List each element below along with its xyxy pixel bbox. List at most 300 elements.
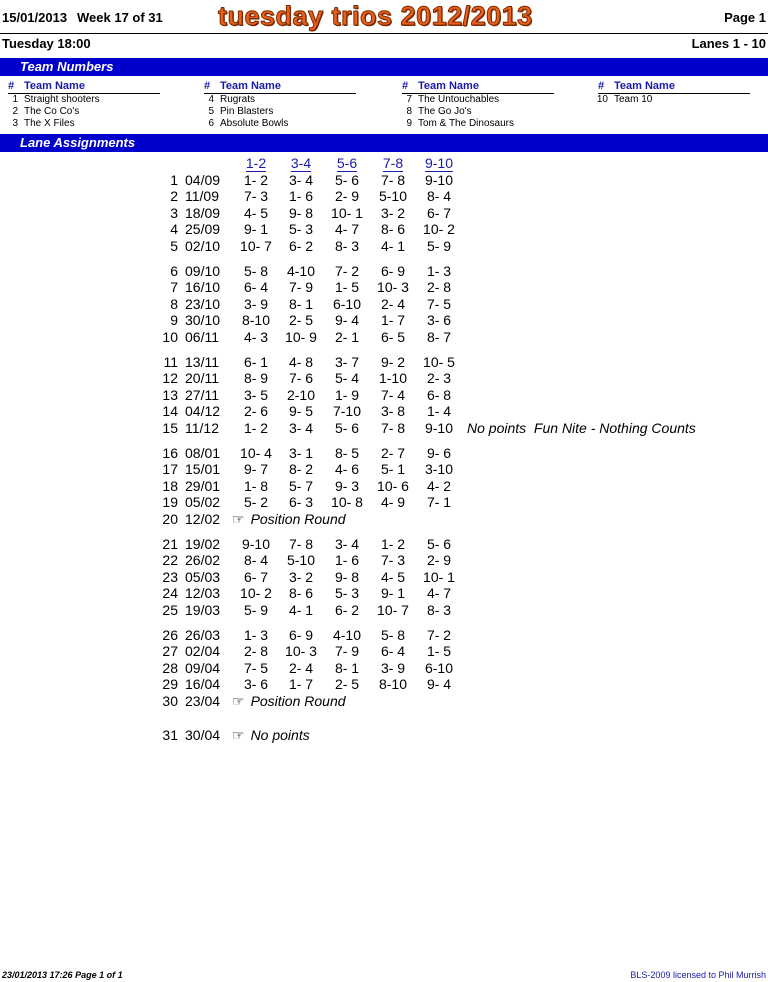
match-pair: 2- 6: [243, 403, 269, 420]
week-row: [0, 312, 768, 328]
week-number: 12: [162, 370, 178, 387]
match-pair: 4- 1: [288, 601, 314, 618]
week-number: 14: [162, 403, 178, 420]
match-pair: 8- 7: [426, 328, 452, 345]
match-pair: 3- 1: [288, 445, 314, 461]
week-date: 19/03: [185, 601, 221, 618]
match-pair: 7- 8: [380, 172, 406, 188]
week-number: 22: [162, 552, 178, 569]
week-date: 19/02: [185, 536, 221, 552]
match-pair: 4- 5: [380, 568, 406, 585]
week-number: 8: [170, 295, 178, 312]
week-number: 30: [162, 692, 178, 709]
week-date: 11/09: [185, 188, 219, 205]
week-indicator: Week 17 of 31: [77, 10, 163, 25]
week-date: 05/02: [185, 494, 221, 511]
week-row: [0, 263, 768, 279]
week-date: 05/03: [185, 568, 221, 585]
match-pair: 6- 7: [426, 204, 452, 221]
week-number: 20: [162, 510, 178, 527]
team-number: 1: [12, 94, 18, 105]
pointing-hand-icon: ☞: [232, 727, 245, 743]
team-row: [598, 94, 750, 106]
match-pair: 1- 5: [426, 643, 452, 660]
lane-header-label: 7-8: [382, 155, 404, 171]
match-pair: 9- 7: [243, 461, 269, 478]
week-number: 3: [170, 204, 178, 221]
team-row: [204, 106, 356, 118]
week-number: 4: [170, 221, 178, 238]
match-pair: 10- 2: [423, 221, 455, 238]
report-date: 15/01/2013: [2, 10, 68, 25]
week-row: [0, 188, 768, 204]
match-pair: 7- 9: [334, 643, 360, 660]
week-date: 30/10: [185, 312, 221, 329]
match-pair: 5-10: [286, 552, 316, 569]
match-pair: 10- 4: [240, 445, 272, 461]
match-pair: 1- 3: [426, 263, 452, 279]
week-row: [0, 693, 768, 709]
match-pair: 6- 5: [380, 328, 406, 345]
team-number: 6: [208, 118, 214, 129]
week-row: [0, 370, 768, 386]
match-pair: 5- 1: [380, 461, 406, 478]
match-pair: 7- 8: [380, 419, 406, 436]
day-time: Tuesday 18:00: [2, 36, 91, 51]
team-name-header: Team Name: [418, 80, 479, 92]
match-pair: 9-10: [424, 172, 454, 188]
match-pair: 3- 9: [380, 659, 406, 676]
week-date: 02/04: [185, 643, 221, 660]
match-pair: 1- 4: [426, 403, 452, 420]
match-pair: 3- 5: [243, 386, 269, 403]
match-pair: 4- 7: [334, 221, 360, 238]
week-number: 28: [162, 659, 178, 676]
match-pair: 2- 1: [334, 328, 360, 345]
team-number: 3: [12, 118, 18, 129]
team-name: Tom & The Dinosaurs: [418, 118, 514, 129]
team-num-header: #: [204, 80, 211, 92]
week-number: 7: [170, 279, 178, 296]
team-row: [8, 118, 160, 130]
team-number: 9: [406, 118, 412, 129]
page-number: Page 1: [724, 10, 766, 25]
special-round: [232, 511, 346, 527]
week-number: 6: [170, 263, 178, 279]
match-pair: 7- 3: [243, 188, 269, 205]
week-date: 29/01: [185, 477, 221, 494]
pointing-hand-icon: ☞: [232, 692, 245, 709]
week-date: 30/04: [185, 727, 221, 743]
team-name: The Go Jo's: [418, 106, 472, 117]
match-pair: 8- 9: [243, 370, 269, 387]
match-pair: 7- 4: [380, 386, 406, 403]
match-pair: 5- 6: [334, 419, 360, 436]
week-date: 23/04: [185, 692, 221, 709]
week-row: [0, 445, 768, 461]
team-row: [204, 118, 356, 130]
week-date: 25/09: [185, 221, 221, 238]
lane-header-label: 1-2: [245, 155, 267, 171]
match-pair: 1- 6: [334, 552, 360, 569]
match-pair: 6- 4: [243, 279, 269, 296]
match-pair: 3- 4: [334, 536, 360, 552]
week-date: 15/01: [185, 461, 221, 478]
lanes-range: Lanes 1 - 10: [691, 36, 766, 51]
match-pair: 4-10: [332, 627, 362, 643]
match-pair: 8-10: [241, 312, 271, 329]
match-pair: 2- 9: [334, 188, 360, 205]
week-row: [0, 511, 768, 527]
match-pair: 5-10: [378, 188, 408, 205]
match-pair: 10- 7: [240, 237, 272, 254]
match-pair: 2- 4: [288, 659, 314, 676]
week-row: [0, 221, 768, 237]
match-pair: 4- 7: [426, 585, 452, 602]
week-number: 5: [170, 237, 178, 254]
week-row: [0, 387, 768, 403]
team-name: Absolute Bowls: [220, 118, 289, 129]
week-row: [0, 478, 768, 494]
week-row: [0, 461, 768, 477]
week-number: 18: [162, 477, 178, 494]
team-name-header: Team Name: [220, 80, 281, 92]
week-number: 9: [170, 312, 178, 329]
week-row: [0, 329, 768, 345]
team-header: [402, 80, 554, 94]
week-date: 12/02: [185, 510, 221, 527]
match-pair: 10- 9: [285, 328, 317, 345]
special-round-label: Position Round: [250, 692, 346, 709]
lane-header: [325, 155, 369, 172]
match-pair: 7- 3: [380, 552, 406, 569]
team-header: [204, 80, 356, 94]
match-pair: 5- 9: [243, 601, 269, 618]
week-date: 26/02: [185, 552, 221, 569]
team-name: The Co Co's: [24, 106, 80, 117]
match-pair: 6- 1: [243, 354, 269, 370]
week-date: 06/11: [185, 328, 219, 345]
match-pair: 8- 1: [288, 295, 314, 312]
team-column: [402, 80, 554, 130]
match-pair: 4- 3: [243, 328, 269, 345]
week-date: 18/09: [185, 204, 221, 221]
team-name: Straight shooters: [24, 94, 100, 105]
match-pair: 10- 1: [331, 204, 363, 221]
week-date: 16/04: [185, 676, 221, 693]
match-pair: 9- 4: [426, 676, 452, 693]
match-pair: 5- 8: [380, 627, 406, 643]
match-pair: 4- 6: [334, 461, 360, 478]
week-number: 29: [162, 676, 178, 693]
team-row: [402, 106, 554, 118]
license-text: BLS-2009 licensed to Phil Murrish: [630, 970, 766, 980]
team-row: [8, 106, 160, 118]
match-pair: 10- 7: [377, 601, 409, 618]
match-pair: 6- 2: [288, 237, 314, 254]
week-row: [0, 420, 768, 436]
match-pair: 5- 6: [426, 536, 452, 552]
match-pair: 9- 4: [334, 312, 360, 329]
match-pair: 3- 4: [288, 172, 314, 188]
match-pair: 3- 6: [243, 676, 269, 693]
week-row: [0, 585, 768, 601]
match-pair: 6-10: [332, 295, 362, 312]
week-date: 26/03: [185, 627, 221, 643]
week-date: 02/10: [185, 237, 221, 254]
team-header: [8, 80, 160, 94]
week-row: [0, 627, 768, 643]
match-pair: 9-10: [241, 536, 271, 552]
match-pair: 9-10: [424, 419, 454, 436]
match-pair: 3- 9: [243, 295, 269, 312]
week-date: 08/01: [185, 445, 221, 461]
match-pair: 6- 8: [426, 386, 452, 403]
match-pair: 4- 8: [288, 354, 314, 370]
print-stamp: 23/01/2013 17:26 Page 1 of 1: [2, 970, 123, 980]
team-number: 7: [406, 94, 412, 105]
week-row: [0, 569, 768, 585]
match-pair: 2-10: [286, 386, 316, 403]
match-pair: 3- 2: [288, 568, 314, 585]
match-pair: 2- 7: [380, 445, 406, 461]
league-title: tuesday trios 2012/2013: [218, 1, 533, 31]
match-pair: 6- 7: [243, 568, 269, 585]
match-pair: 9- 1: [243, 221, 269, 238]
match-pair: 1-10: [378, 370, 408, 387]
match-pair: 5- 2: [243, 494, 269, 511]
lane-header: [371, 155, 415, 172]
match-pair: 1- 9: [334, 386, 360, 403]
match-pair: 9- 8: [288, 204, 314, 221]
week-row: [0, 296, 768, 312]
match-pair: 8- 2: [288, 461, 314, 478]
week-row: [0, 279, 768, 295]
match-pair: 5- 8: [243, 263, 269, 279]
match-pair: 3- 6: [426, 312, 452, 329]
team-column: [204, 80, 356, 130]
week-row: [0, 602, 768, 618]
match-pair: 2- 8: [426, 279, 452, 296]
week-row: [0, 354, 768, 370]
match-pair: 10- 1: [423, 568, 455, 585]
match-pair: 9- 5: [288, 403, 314, 420]
lane-header-label: 9-10: [424, 155, 454, 171]
week-row: [0, 643, 768, 659]
team-column: [598, 80, 750, 106]
match-pair: 7- 8: [288, 536, 314, 552]
match-pair: 9- 1: [380, 585, 406, 602]
week-number: 31: [162, 727, 178, 743]
week-number: 24: [162, 585, 178, 602]
match-pair: 3- 4: [288, 419, 314, 436]
team-row: [402, 118, 554, 130]
week-number: 27: [162, 643, 178, 660]
match-pair: 2- 5: [334, 676, 360, 693]
match-pair: 7- 5: [426, 295, 452, 312]
week-row: [0, 494, 768, 510]
match-pair: 7- 6: [288, 370, 314, 387]
week-number: 23: [162, 568, 178, 585]
match-pair: 4- 5: [243, 204, 269, 221]
match-pair: 2- 3: [426, 370, 452, 387]
match-pair: 6- 3: [288, 494, 314, 511]
match-pair: 10- 5: [423, 354, 455, 370]
week-number: 1: [170, 172, 178, 188]
match-pair: 1- 8: [243, 477, 269, 494]
week-row: [0, 536, 768, 552]
match-pair: 7- 2: [426, 627, 452, 643]
match-pair: 10- 2: [240, 585, 272, 602]
week-date: 04/09: [185, 172, 221, 188]
match-pair: 6- 9: [380, 263, 406, 279]
week-date: 09/10: [185, 263, 221, 279]
week-row: [0, 205, 768, 221]
match-pair: 6- 2: [334, 601, 360, 618]
match-pair: 4- 1: [380, 237, 406, 254]
match-pair: 7- 9: [288, 279, 314, 296]
match-pair: 8- 6: [380, 221, 406, 238]
match-pair: 8- 5: [334, 445, 360, 461]
match-pair: 7- 1: [426, 494, 452, 511]
team-number: 2: [12, 106, 18, 117]
match-pair: 5- 7: [288, 477, 314, 494]
lane-header: [234, 155, 278, 172]
week-number: 17: [162, 461, 178, 478]
week-number: 25: [162, 601, 178, 618]
header-divider: [0, 33, 768, 34]
pointing-hand-icon: ☞: [232, 510, 245, 527]
week-date: 13/11: [185, 354, 219, 370]
week-row: [0, 660, 768, 676]
match-pair: 2- 9: [426, 552, 452, 569]
team-name-header: Team Name: [24, 80, 85, 92]
match-pair: 1- 7: [288, 676, 314, 693]
team-row: [204, 94, 356, 106]
week-number: 10: [162, 328, 178, 345]
match-pair: 8- 6: [288, 585, 314, 602]
match-pair: 1- 5: [334, 279, 360, 296]
week-row: [0, 727, 768, 743]
match-pair: 8- 4: [243, 552, 269, 569]
lane-header: [417, 155, 461, 172]
week-date: 12/03: [185, 585, 221, 602]
week-number: 15: [162, 419, 178, 436]
team-row: [8, 94, 160, 106]
team-number: 4: [208, 94, 214, 105]
special-round: [232, 693, 346, 709]
week-date: 23/10: [185, 295, 221, 312]
match-pair: 8- 3: [426, 601, 452, 618]
lane-header-label: 5-6: [336, 155, 358, 171]
match-pair: 9- 8: [334, 568, 360, 585]
match-pair: 1- 2: [380, 536, 406, 552]
match-pair: 5- 3: [334, 585, 360, 602]
week-row: [0, 172, 768, 188]
team-number: 8: [406, 106, 412, 117]
match-pair: 8- 3: [334, 237, 360, 254]
match-pair: 3- 7: [334, 354, 360, 370]
match-pair: 7- 5: [243, 659, 269, 676]
match-pair: 8-10: [378, 676, 408, 693]
week-note: No points Fun Nite - Nothing Counts: [467, 419, 696, 436]
team-name-header: Team Name: [614, 80, 675, 92]
match-pair: 5- 9: [426, 237, 452, 254]
team-num-header: #: [402, 80, 409, 92]
week-date: 16/10: [185, 279, 221, 296]
week-date: 09/04: [185, 659, 221, 676]
week-number: 16: [162, 445, 178, 461]
match-pair: 8- 1: [334, 659, 360, 676]
team-num-header: #: [598, 80, 605, 92]
team-name: Team 10: [614, 94, 653, 105]
match-pair: 1- 3: [243, 627, 269, 643]
match-pair: 8- 4: [426, 188, 452, 205]
match-pair: 2- 8: [243, 643, 269, 660]
week-number: 13: [162, 386, 178, 403]
match-pair: 4- 2: [426, 477, 452, 494]
match-pair: 7-10: [332, 403, 362, 420]
match-pair: 6- 4: [380, 643, 406, 660]
team-name: Pin Blasters: [220, 106, 274, 117]
week-date: 11/12: [185, 419, 219, 436]
match-pair: 3- 8: [380, 403, 406, 420]
match-pair: 2- 4: [380, 295, 406, 312]
match-pair: 4- 9: [380, 494, 406, 511]
lane-assignments-bar: Lane Assignments: [0, 134, 768, 152]
week-row: [0, 238, 768, 254]
week-row: [0, 676, 768, 692]
special-round-label: Position Round: [250, 510, 346, 527]
lane-header-label: 3-4: [290, 155, 312, 171]
lane-header: [279, 155, 323, 172]
week-number: 21: [162, 536, 178, 552]
match-pair: 5- 3: [288, 221, 314, 238]
match-pair: 1- 2: [243, 419, 269, 436]
match-pair: 3- 2: [380, 204, 406, 221]
week-number: 26: [162, 627, 178, 643]
match-pair: 10- 3: [377, 279, 409, 296]
week-date: 27/11: [185, 386, 219, 403]
match-pair: 6-10: [424, 659, 454, 676]
team-column: [8, 80, 160, 130]
match-pair: 10- 6: [377, 477, 409, 494]
match-pair: 9- 3: [334, 477, 360, 494]
week-number: 11: [163, 354, 178, 370]
week-date: 04/12: [185, 403, 221, 420]
team-numbers-bar: Team Numbers: [0, 58, 768, 76]
match-pair: 1- 7: [380, 312, 406, 329]
week-row: [0, 403, 768, 419]
match-pair: 6- 9: [288, 627, 314, 643]
team-name: The X Files: [24, 118, 75, 129]
week-row: [0, 552, 768, 568]
team-number: 5: [208, 106, 214, 117]
special-round-label: No points: [250, 727, 310, 743]
match-pair: 5- 6: [334, 172, 360, 188]
week-date: 20/11: [185, 370, 219, 387]
team-row: [402, 94, 554, 106]
match-pair: 5- 4: [334, 370, 360, 387]
match-pair: 4-10: [286, 263, 316, 279]
match-pair: 1- 6: [288, 188, 314, 205]
week-number: 2: [170, 188, 178, 205]
match-pair: 7- 2: [334, 263, 360, 279]
match-pair: 10- 3: [285, 643, 317, 660]
team-name: The Untouchables: [418, 94, 500, 105]
week-number: 19: [162, 494, 178, 511]
match-pair: 3-10: [424, 461, 454, 478]
